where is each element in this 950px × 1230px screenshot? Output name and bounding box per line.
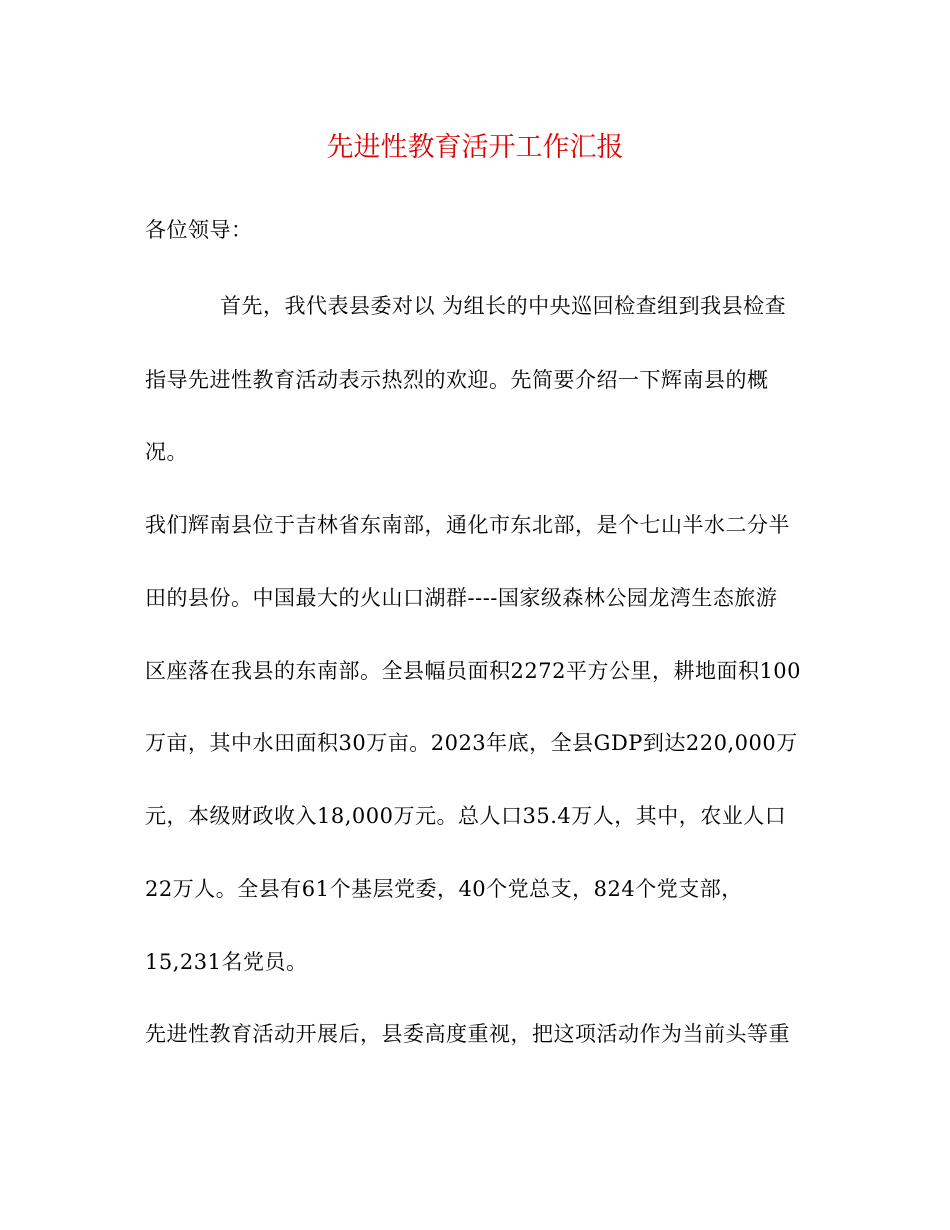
document-title: 先进性教育活开工作汇报 [326, 132, 624, 163]
paragraph-line: 元，本级财政收入18,000万元。总人口35.4万人，其中，农业人口 [145, 804, 787, 828]
paragraph-line: 万亩，其中水田面积30万亩。2023年底，全县GDP到达220,000万 [145, 731, 798, 755]
paragraph-line: 指导先进性教育活动表示热烈的欢迎。先简要介绍一下辉南县的概 [145, 368, 769, 392]
salutation: 各位领导： [145, 218, 253, 242]
paragraph-line: 首先，我代表县委对以 为组长的中央巡回检查组到我县检查 [220, 294, 787, 318]
paragraph-line: 田的县份。中国最大的火山口湖群----国家级森林公园龙湾生态旅游 [145, 586, 778, 610]
paragraph-line: 15,231名党员。 [145, 950, 308, 974]
paragraph-line: 区座落在我县的东南部。全县幅员面积2272平方公里，耕地面积100 [145, 659, 802, 683]
paragraph-line: 我们辉南县位于吉林省东南部，通化市东北部，是个七山半水二分半 [145, 513, 790, 537]
paragraph-line: 况。 [145, 440, 188, 464]
paragraph-line: 先进性教育活动开展后，县委高度重视，把这项活动作为当前头等重 [145, 1022, 790, 1046]
paragraph-line: 22万人。全县有61个基层党委，40个党总支，824个党支部， [145, 877, 743, 901]
